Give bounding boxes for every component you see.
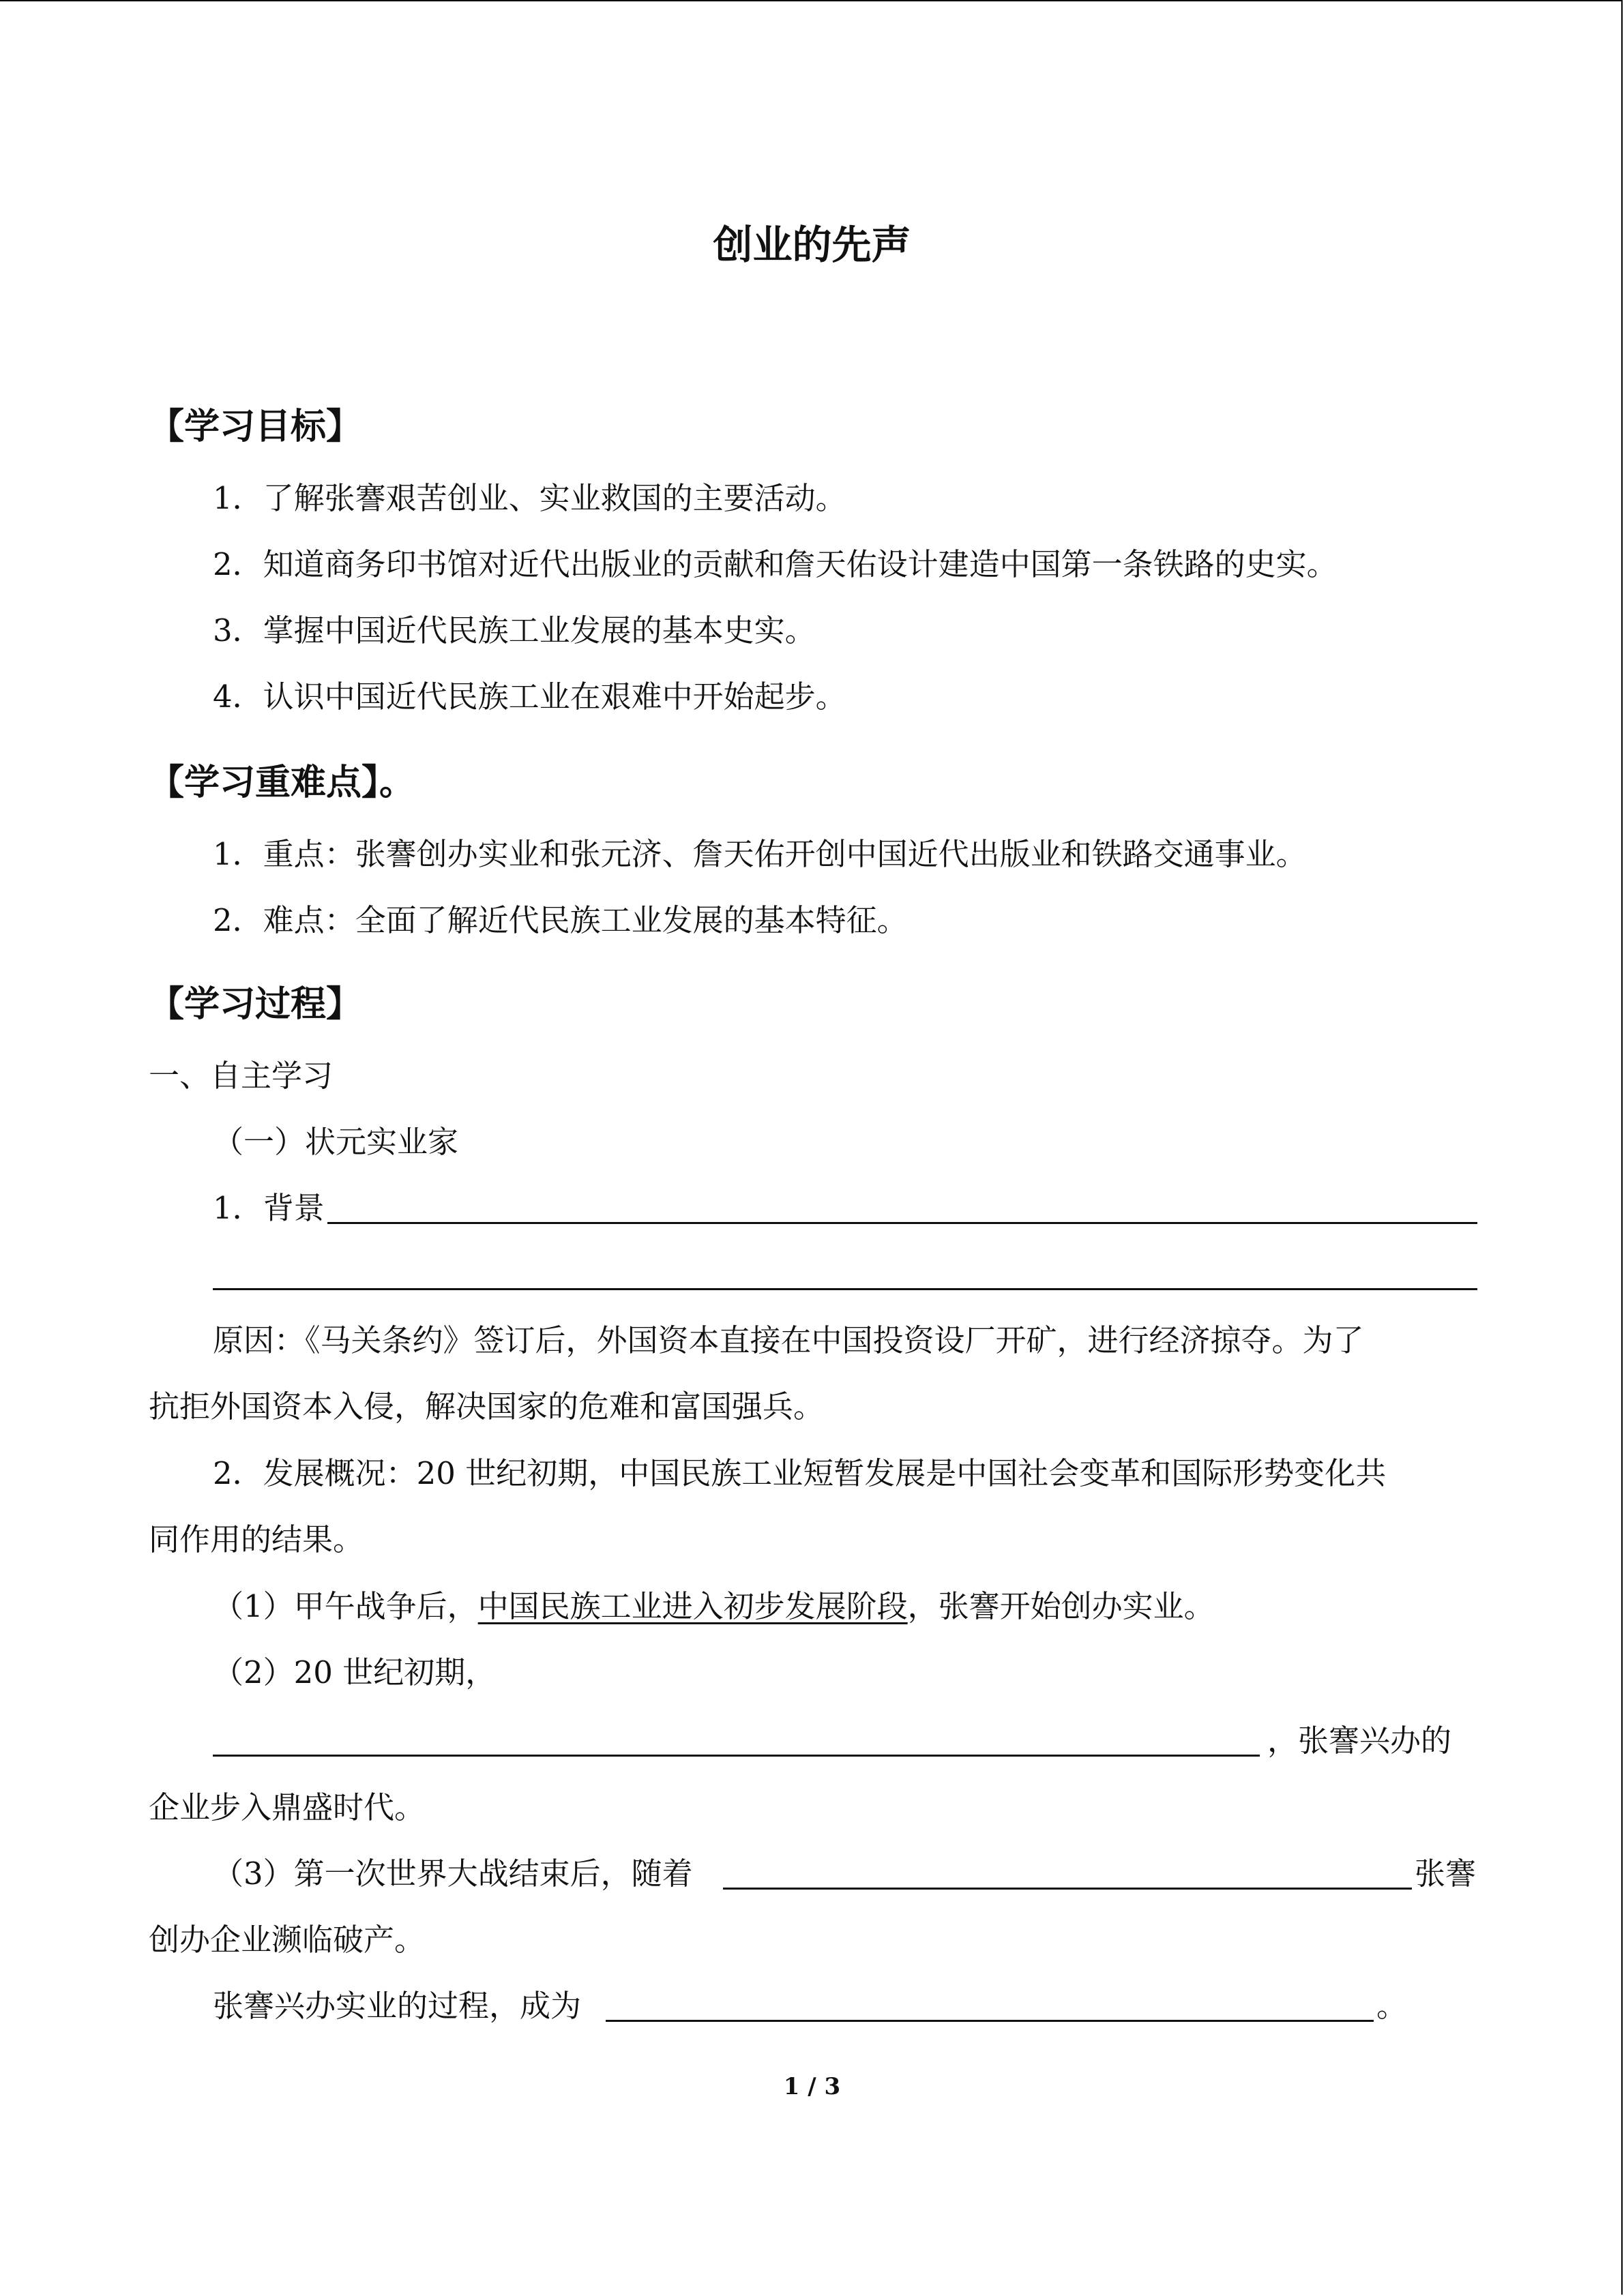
development-text: 2．发展概况：20 世纪初期，中国民族工业短暂发展是中国社会变革和国际形势变化共 (213, 1455, 1387, 1491)
point-2-suffix: ，张謇兴办的 (1267, 1723, 1452, 1759)
reason-text: 原因：《马关条约》签订后，外国资本直接在中国投资设厂开矿，进行经济掠夺。为了 (213, 1322, 1364, 1358)
page-number: 1 / 3 (783, 2073, 841, 2100)
point-3-line2: 创办企业濒临破产。 (149, 1922, 426, 1958)
key-point-item: 2．难点：全面了解近代民族工业发展的基本特征。 (213, 902, 908, 938)
answer-blank[interactable] (213, 1755, 1260, 1757)
point-1 (213, 1588, 1215, 1624)
point-1-suffix: ，张謇开始创办实业。 (907, 1588, 1215, 1624)
section-heading-process: 【学习过程】 (149, 984, 362, 1025)
subsection-heading: （一）状元实业家 (213, 1124, 459, 1160)
part-heading: 一、自主学习 (149, 1058, 334, 1094)
point-1-prefix: （1）甲午战争后， (213, 1588, 478, 1624)
objective-item: 2．知道商务印书馆对近代出版业的贡献和詹天佑设计建造中国第一条铁路的史实。 (213, 546, 1338, 582)
point-2-line2: 企业步入鼎盛时代。 (149, 1789, 426, 1825)
key-point-item: 1．重点：张謇创办实业和张元济、詹天佑开创中国近代出版业和铁路交通事业。 (213, 836, 1307, 872)
section-heading-key-points: 【学习重难点】。 (149, 762, 415, 803)
development-text: 同作用的结果。 (149, 1521, 364, 1557)
point-3-prefix: （3）第一次世界大战结束后，随着 (213, 1855, 693, 1892)
objective-item: 4．认识中国近代民族工业在艰难中开始起步。 (213, 679, 846, 715)
point-2-line1: （2）20 世纪初期， (213, 1654, 497, 1690)
point-1-underlined: 中国民族工业进入初步发展阶段 (477, 1588, 908, 1624)
objective-item: 1．了解张謇艰苦创业、实业救国的主要活动。 (213, 480, 846, 516)
answer-blank[interactable] (606, 2020, 1374, 2022)
section-heading-objectives: 【学习目标】 (149, 406, 362, 447)
reason-text: 抗拒外国资本入侵，解决国家的危难和富国强兵。 (149, 1388, 825, 1425)
summary-suffix: 。 (1376, 1988, 1408, 2024)
background-label: 1．背景 (213, 1190, 325, 1226)
answer-blank[interactable] (723, 1888, 1412, 1890)
answer-blank[interactable] (327, 1222, 1477, 1224)
point-3-suffix: 张謇 (1415, 1855, 1477, 1892)
answer-blank[interactable] (213, 1288, 1477, 1290)
objective-item: 3．掌握中国近代民族工业发展的基本史实。 (213, 612, 816, 648)
summary-prefix: 张謇兴办实业的过程，成为 (213, 1988, 582, 2024)
document-title: 创业的先声 (713, 222, 911, 268)
